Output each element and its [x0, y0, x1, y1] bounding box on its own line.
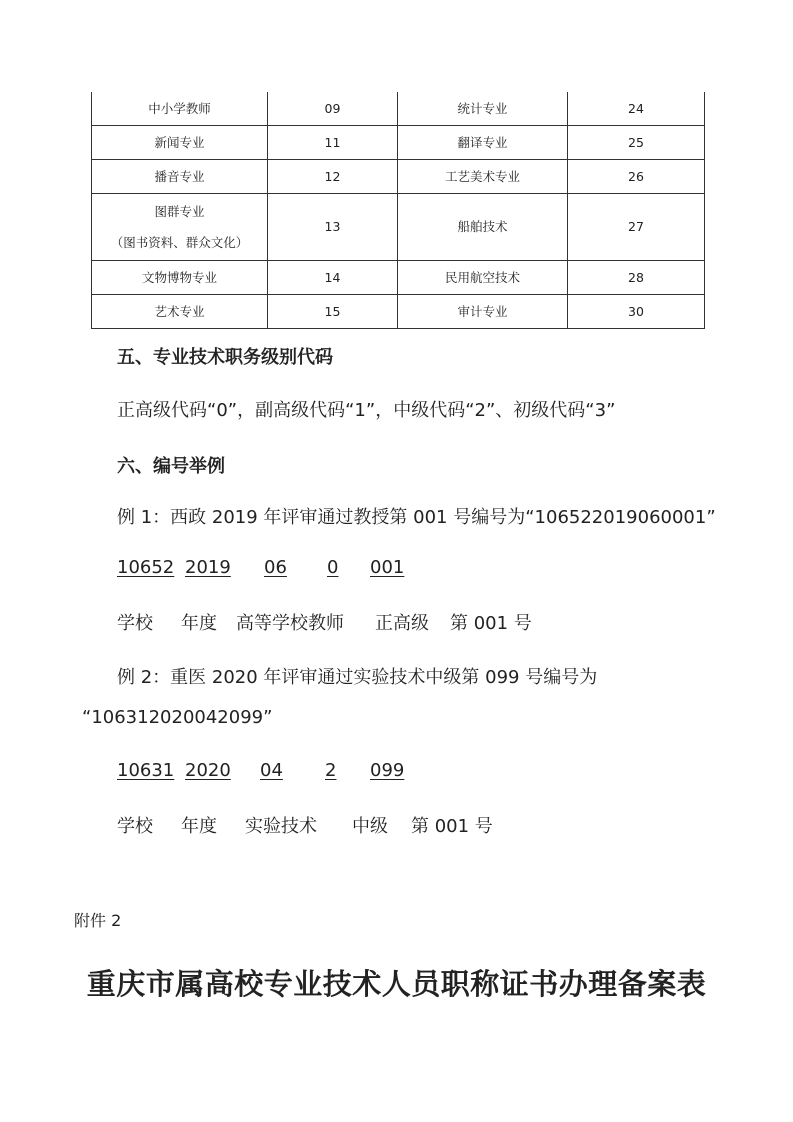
profession-code-cell: 13: [268, 194, 398, 261]
label-level: 正高级: [375, 613, 429, 634]
form-title: 重庆市属高校专业技术人员职称证书办理备案表: [86, 967, 707, 1001]
label-school: 学校: [117, 613, 153, 634]
profession-code-cell: 28: [568, 261, 705, 295]
profession-name-cell: 文物博物专业: [92, 261, 268, 295]
profession-name-line: 图群专业: [154, 204, 205, 219]
code-segment-number: 001: [370, 557, 405, 578]
label-profession: 高等学校教师: [236, 613, 344, 634]
table-row: [92, 160, 705, 194]
table-row: [92, 295, 705, 329]
code-segment-level: 2: [325, 760, 337, 781]
example2-text-line2: “106312020042099”: [82, 707, 273, 728]
profession-code-cell: 14: [268, 261, 398, 295]
profession-code-cell: 24: [568, 92, 705, 126]
label-year: 年度: [181, 613, 217, 634]
profession-name-cell: [92, 194, 268, 261]
table-row: [92, 194, 705, 261]
profession-code-cell: 11: [268, 126, 398, 160]
label-profession: 实验技术: [245, 816, 317, 837]
profession-code-cell: 09: [268, 92, 398, 126]
attachment-label: 附件 2: [74, 911, 122, 930]
profession-name-cell: 工艺美术专业: [398, 160, 568, 194]
profession-name-cell: 艺术专业: [92, 295, 268, 329]
code-segment-level: 0: [327, 557, 339, 578]
profession-name-line: （图书资料、群众文化）: [110, 235, 249, 250]
profession-code-cell: 30: [568, 295, 705, 329]
label-number: 第 001 号: [450, 613, 532, 634]
section6-heading: 六、编号举例: [117, 456, 225, 477]
code-segment-school: 10631: [117, 760, 175, 781]
profession-code-cell: 12: [268, 160, 398, 194]
profession-name-cell: 审计专业: [398, 295, 568, 329]
profession-name-cell: 民用航空技术: [398, 261, 568, 295]
profession-code-table: [91, 92, 705, 329]
code-segment-year: 2020: [185, 760, 231, 781]
profession-code-cell: 27: [568, 194, 705, 261]
code-segment-profession: 06: [264, 557, 287, 578]
example1-text: 例 1：西政 2019 年评审通过教授第 001 号编号为“106522019060001”: [117, 507, 716, 528]
profession-name-cell: 中小学教师: [92, 92, 268, 126]
table-row: [92, 92, 705, 126]
profession-code-cell: 15: [268, 295, 398, 329]
profession-code-cell: 26: [568, 160, 705, 194]
code-segment-year: 2019: [185, 557, 231, 578]
code-segment-school: 10652: [117, 557, 175, 578]
profession-name-cell: 播音专业: [92, 160, 268, 194]
profession-name-cell: 船舶技术: [398, 194, 568, 261]
label-number: 第 001 号: [411, 816, 493, 837]
section5-heading: 五、专业技术职务级别代码: [117, 347, 333, 368]
example2-text-line1: 例 2：重医 2020 年评审通过实验技术中级第 099 号编号为: [117, 667, 598, 688]
profession-name-cell: 统计专业: [398, 92, 568, 126]
profession-code-cell: 25: [568, 126, 705, 160]
profession-name-cell: 新闻专业: [92, 126, 268, 160]
label-year: 年度: [181, 816, 217, 837]
table-row: [92, 261, 705, 295]
code-segment-profession: 04: [260, 760, 283, 781]
label-school: 学校: [117, 816, 153, 837]
label-level: 中级: [352, 816, 388, 837]
level-code-text: 正高级代码“0”，副高级代码“1”，中级代码“2”、初级代码“3”: [117, 400, 616, 421]
code-segment-number: 099: [370, 760, 405, 781]
profession-name-cell: 翻译专业: [398, 126, 568, 160]
table-row: [92, 126, 705, 160]
